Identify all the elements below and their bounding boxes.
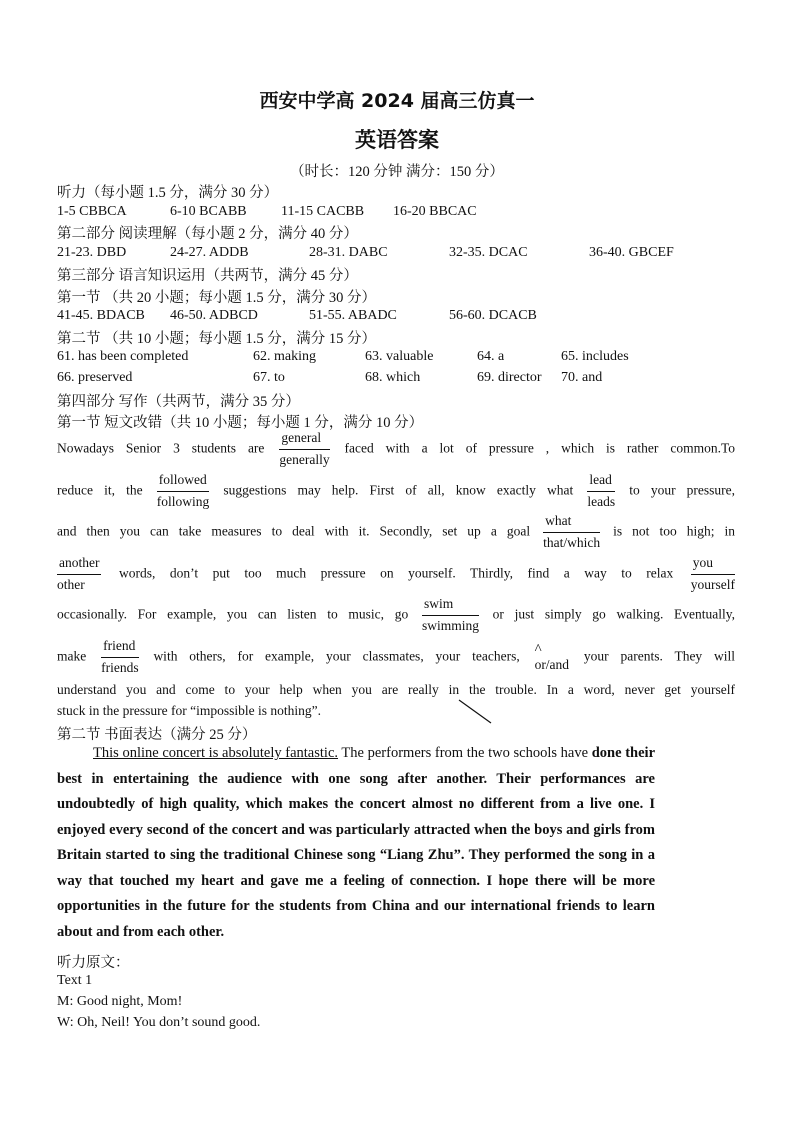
part3-heading: 第三部分 语言知识运用（共两节，满分 45 分） [57,268,358,284]
correction-line [57,638,735,677]
passage-text: faced with a lot of pressure , which is rather common.To [344,440,736,456]
deletion-slash-icon [456,697,496,727]
answer-item: 63. valuable [365,349,434,364]
answer-group: 51-55. ABADC [309,308,397,323]
answer-item: 68. which [365,370,421,385]
correction-line: understand you and come to your help when you are really in the trouble. In a word, never get yourself [57,682,735,697]
answer-item: 66. preserved [57,370,133,385]
corrected-word: yourself [690,576,736,592]
part4-section1-heading: 第一节 短文改错（共 10 小题；每小题 1 分，满分 10 分） [57,415,424,431]
answer-item: 65. includes [561,349,629,364]
answer-group: 16-20 BBCAC [393,204,477,219]
correction-line: stuck in the pressure for “impossible is nothing”. [57,703,321,718]
passage-text: words, don’t put too much pressure on yourself. Thirdly, find a way to relax [119,565,674,581]
corrected-word: other [57,576,85,592]
part4-section2-heading: 第二节 书面表达（满分 25 分） [57,727,257,743]
essay-opening-sentence: This online concert is absolutely fantastic. [93,745,339,761]
wrong-word: friend [101,638,139,658]
answer-group: 11-15 CACBB [281,204,365,219]
answer-group: 28-31. DABC [309,245,388,260]
answer-item: 64. a [477,349,505,364]
corrected-word: generally [279,451,330,467]
wrong-word: another [57,555,101,575]
document-title: 西安中学高 2024 届高三仿真一 [259,90,535,112]
essay-text: The performers from the two schools have [338,745,589,761]
corrected-word: that/which [543,534,601,550]
answer-group: 32-35. DCAC [449,245,528,260]
passage-text: or just simply go walking. Eventually, [492,606,736,622]
correction-mark [543,513,600,552]
corrected-word: friends [101,659,139,675]
correction-mark [279,430,329,469]
correction-mark [157,472,210,511]
transcript-heading: 听力原文： [57,955,130,971]
correction-line [57,513,735,552]
corrected-word: leads [587,493,616,509]
wrong-word: what [543,513,600,533]
model-essay [57,741,655,945]
passage-text: to your pressure, [629,482,736,498]
wrong-word: general [279,430,329,450]
wrong-word: lead [587,472,615,492]
passage-text: make [57,648,87,664]
correction-mark [422,596,479,635]
answer-group: 6-10 BCABB [170,204,247,219]
wrong-word: swim [422,596,479,616]
passage-text: suggestions may help. First of all, know exactly what [223,482,574,498]
passage-text: your parents. They will [583,648,736,664]
transcript-line: W: Oh, Neil! You don’t sound good. [57,1015,261,1030]
answer-item: 61. has been completed [57,349,189,364]
passage-text: and then you can take measures to deal with it. Secondly, set up a goal [57,523,531,539]
wrong-word: followed [157,472,210,492]
correction-line [57,472,735,511]
insertion-mark [535,642,570,673]
passage-text: is not too high; in [613,523,736,539]
transcript-text-label: Text 1 [57,973,93,988]
part3-section1-heading: 第一节 （共 20 小题；每小题 1.5 分，满分 30 分） [57,290,376,306]
document-subtitle: 英语答案 [355,128,439,152]
passage-text: reduce it, the [57,482,143,498]
answer-group: 1-5 CBBCA [57,204,127,219]
answer-item: 69. director [477,370,542,385]
caret-icon: ^ [534,641,542,658]
wrong-word: you [691,555,735,575]
correction-line [57,430,735,469]
transcript-line: M: Good night, Mom! [57,994,183,1009]
passage-text: Nowadays Senior 3 students are [57,440,265,456]
inserted-word: or/and [534,657,570,673]
correction-mark [587,472,615,511]
answer-group: 56-60. DCACB [449,308,537,323]
answer-item: 70. and [561,370,603,385]
correction-mark [101,638,139,677]
part4-heading: 第四部分 写作（共两节，满分 35 分） [57,394,300,410]
correction-line [57,596,735,635]
answer-group: 41-45. BDACB [57,308,145,323]
correction-mark [691,555,735,594]
part3-section2-heading: 第二节 （共 10 小题；每小题 1.5 分，满分 15 分） [57,331,376,347]
exam-meta: （时长：120 分钟 满分：150 分） [290,164,504,180]
corrected-word: following [156,493,210,509]
answer-item: 67. to [253,370,285,385]
correction-line [57,555,735,594]
passage-text: with others, for example, your classmates, your teachers, [153,648,520,664]
corrected-word: swimming [421,617,479,633]
correction-mark [57,555,101,594]
answer-group: 24-27. ADDB [170,245,249,260]
listening-heading: 听力（每小题 1.5 分，满分 30 分） [57,185,279,201]
answer-group: 46-50. ADBCD [170,308,258,323]
part2-heading: 第二部分 阅读理解（每小题 2 分，满分 40 分） [57,226,358,242]
answer-group: 21-23. DBD [57,245,127,260]
answer-item: 62. making [253,349,316,364]
answer-group: 36-40. GBCEF [589,245,674,260]
essay-text: done their best in entertaining the audience with one song after another. Their performances are undoubtedly of high quality, which makes the concert almost no different from a live one. I enjoyed every second of the concert and was particularly attracted when the boys and girls from Britain started to sing the traditional Chinese song “Liang Zhu”. They performed the song in a way that touched my heart and gave me a feeling of connection. I hope there will be more opportunities in the future for the students from China and our international friends to learn about and from each other. [57,745,656,940]
passage-text: occasionally. For example, you can listen to music, go [57,606,409,622]
